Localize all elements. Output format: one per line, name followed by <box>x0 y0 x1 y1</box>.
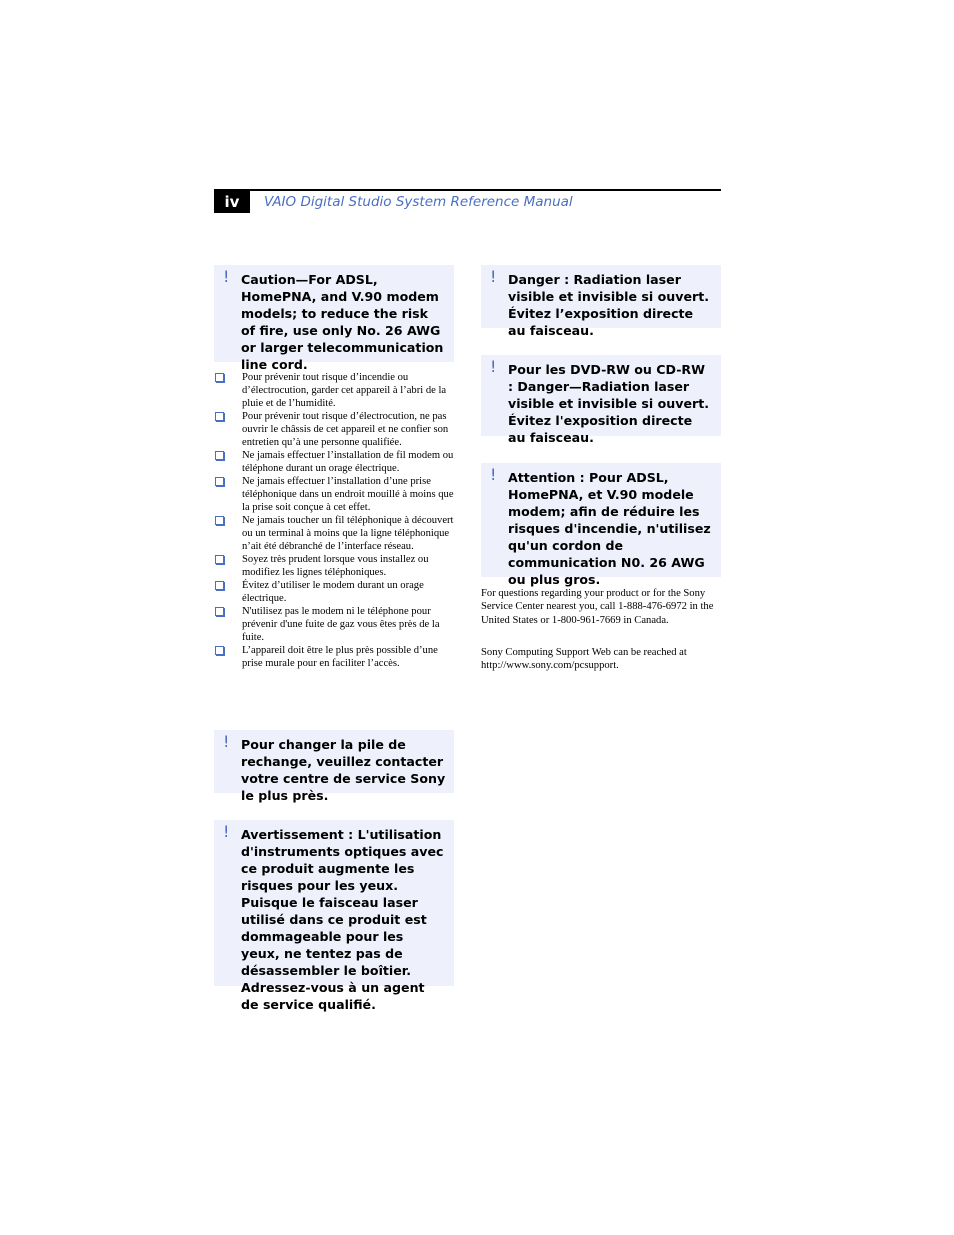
list-item-text: Évitez d’utiliser le modem durant un orage électrique. <box>242 580 424 604</box>
exclamation-icon: ! <box>223 267 230 286</box>
list-item-text: Ne jamais toucher un fil téléphonique à découvert ou un terminal à moins que la ligne téléphonique n’ait été débranché de l’interface réseau. <box>242 515 454 552</box>
list-item <box>214 514 454 553</box>
list-item-text: Pour prévenir tout risque d’incendie ou d’électrocution, garder cet appareil à l’abri de la pluie et de l’humidité. <box>242 372 447 409</box>
list-item <box>214 371 454 410</box>
exclamation-icon: ! <box>490 465 497 484</box>
list-item <box>214 410 454 449</box>
list-item-text: N'utilisez pas le modem ni le téléphone pour prévenir d'une fuite de gaz vous êtes près de la fuite. <box>242 606 440 643</box>
list-item <box>214 449 454 475</box>
header-rule <box>214 189 721 191</box>
exclamation-icon: ! <box>490 267 497 286</box>
list-item-text: Ne jamais effectuer l’installation d’une prise téléphonique dans un endroit mouillé à moins que la prise soit conçue à cet effet. <box>242 476 454 513</box>
laser-warning-note <box>214 820 454 1012</box>
checkbox-bullet-icon <box>215 646 224 655</box>
checkbox-bullet-icon <box>215 373 224 382</box>
attention-note <box>481 463 721 587</box>
checkbox-bullet-icon <box>215 477 224 486</box>
dvd-note <box>481 355 721 445</box>
caution-note-text: Caution—For ADSL, HomePNA, and V.90 modem models; to reduce the risk of fire, use only No. 26 AWG or larger telecommunication line cord. <box>241 272 444 372</box>
list-item <box>214 605 454 644</box>
running-title: VAIO Digital Studio System Reference Manual <box>264 194 573 210</box>
list-item-text: L’appareil doit être le plus près possible d’une prise murale pour en faciliter l’accès. <box>242 645 438 669</box>
checkbox-bullet-icon <box>215 607 224 616</box>
danger-note <box>481 265 721 338</box>
list-item <box>214 644 454 670</box>
list-item-text: Ne jamais effectuer l’installation de fil modem ou téléphone durant un orage électrique. <box>242 450 454 474</box>
list-item-text: Soyez très prudent lorsque vous installez ou modifiez les lignes téléphoniques. <box>242 554 429 578</box>
checkbox-bullet-icon <box>215 451 224 460</box>
exclamation-icon: ! <box>223 732 230 751</box>
caution-note <box>214 265 454 372</box>
checkbox-bullet-icon <box>215 516 224 525</box>
support-web-paragraph: Sony Computing Support Web can be reached at http://www.sony.com/pcsupport. <box>481 647 687 672</box>
attention-note-text: Attention : Pour ADSL, HomePNA, et V.90 modele modem; afin de réduire les risques d'incendie, n'utilisez qu'un cordon de communication N0. 26 AWG ou plus gros. <box>508 470 711 587</box>
contact-paragraph: For questions regarding your product or for the Sony Service Center nearest you, call 1-888-476-6972 in the United States or 1-800-961-7669 in Canada. <box>481 588 714 626</box>
checkbox-bullet-icon <box>215 555 224 564</box>
list-item <box>214 579 454 605</box>
safety-bullet-list <box>214 371 454 670</box>
laser-warning-note-text: Avertissement : L'utilisation d'instruments optiques avec ce produit augmente les risques pour les yeux. Puisque le faisceau laser utilisé dans ce produit est dommageable pour les yeux, ne tentez pas de désassembler le boîtier. Adressez-vous à un agent de service qualifié. <box>241 827 444 1012</box>
checkbox-bullet-icon <box>215 412 224 421</box>
list-item <box>214 553 454 579</box>
exclamation-icon: ! <box>490 357 497 376</box>
checkbox-bullet-icon <box>215 581 224 590</box>
list-item <box>214 475 454 514</box>
danger-note-text: Danger : Radiation laser visible et invisible si ouvert. Évitez l’exposition directe au faisceau. <box>508 272 710 338</box>
exclamation-icon: ! <box>223 822 230 841</box>
battery-note <box>214 730 454 803</box>
page-number: iv <box>214 191 250 213</box>
list-item-text: Pour prévenir tout risque d’électrocution, ne pas ouvrir le châssis de cet appareil et ne confier son entretien qu’à une personne qualifiée. <box>242 411 449 448</box>
dvd-note-text: Pour les DVD-RW ou CD-RW : Danger—Radiation laser visible et invisible si ouvert. Évitez l'exposition directe au faisceau. <box>508 362 710 445</box>
battery-note-text: Pour changer la pile de rechange, veuillez contacter votre centre de service Sony le plus près. <box>241 737 446 803</box>
